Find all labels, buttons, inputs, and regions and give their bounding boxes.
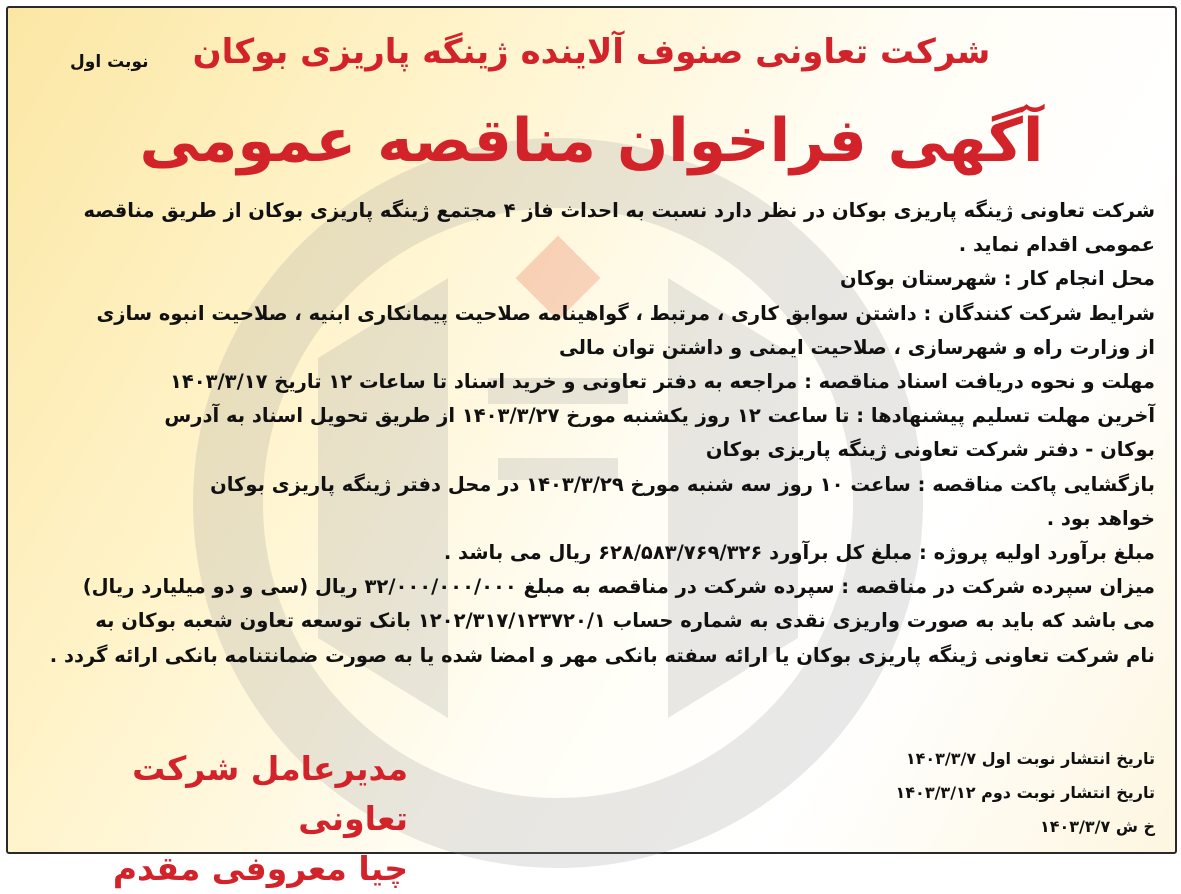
- body-line: مبلغ برآورد اولیه پروژه : مبلغ کل برآورد ۶۲۸/۵۸۳/۷۶۹/۳۲۶ ریال می باشد .: [443, 541, 1155, 565]
- notice-body: [25, 194, 1155, 673]
- body-line: محل انجام کار : شهرستان بوکان: [840, 267, 1155, 291]
- body-line: می باشد که باید به صورت واریزی نقدی به شماره حساب ۱۲۰۲/۳۱۷/۱۲۳۷۲۰/۱ بانک توسعه تعاون شعبه بوکان به: [95, 609, 1155, 633]
- organization-title: شرکت تعاونی صنوف آلاینده ژینگه پاریزی بوکان: [192, 32, 991, 72]
- body-line: از وزارت راه و شهرسازی ، صلاحیت ایمنی و داشتن توان مالی: [558, 335, 1155, 359]
- notice-title: آگهی فراخوان مناقصه عمومی: [139, 106, 1044, 176]
- body-line: خواهد بود .: [1046, 506, 1155, 530]
- publication-code: خ ش ۱۴۰۳/۳/۷: [1039, 817, 1155, 836]
- body-line: نام شرکت تعاونی ژینگه پاریزی بوکان یا ارائه سفته بانکی مهر و امضا شده یا به صورت ضمانتنامه بانکی ارائه گردد .: [49, 643, 1155, 667]
- first-publication-date: تاریخ انتشار نوبت اول ۱۴۰۳/۳/۷: [905, 749, 1155, 768]
- body-line: آخرین مهلت تسلیم پیشنهادها : تا ساعت ۱۲ روز یکشنبه مورخ ۱۴۰۳/۳/۲۷ از طریق تحویل اسناد به آدرس: [164, 404, 1155, 428]
- body-line: مهلت و نحوه دریافت اسناد مناقصه : مراجعه به دفتر تعاونی و خرید اسناد تا ساعات ۱۲ تاریخ ۱۴۰۳/۳/۱۷: [169, 370, 1155, 394]
- body-line: شرکت تعاونی ژینگه پاریزی بوکان در نظر دارد نسبت به احداث فاز ۴ مجتمع ژینگه پاریزی بوکان از طریق مناقصه: [83, 199, 1155, 222]
- body-line: بوکان - دفتر شرکت تعاونی ژینگه پاریزی بوکان: [705, 438, 1155, 462]
- body-line: شرایط شرکت کنندگان : داشتن سوابق کاری ، مرتبط ، گواهینامه صلاحیت پیمانکاری ابنیه ، صلاحیت انبوه سازی: [96, 301, 1155, 325]
- publication-dates: [735, 742, 1155, 844]
- tender-notice: [6, 6, 1177, 888]
- signature-block: [38, 744, 408, 894]
- second-publication-date: تاریخ انتشار نوبت دوم ۱۴۰۳/۳/۱۲: [895, 783, 1155, 802]
- body-line: بازگشایی پاکت مناقصه : ساعت ۱۰ روز سه شنبه مورخ ۱۴۰۳/۳/۲۹ در محل دفتر ژینگه پاریزی بوکان: [210, 472, 1155, 496]
- body-line: میزان سپرده شرکت در مناقصه : سپرده شرکت در مناقصه به مبلغ ۳۲/۰۰۰/۰۰۰/۰۰۰ ریال (سی و دو میلیارد ریال): [82, 575, 1155, 599]
- body-line: عمومی اقدام نماید .: [958, 233, 1155, 257]
- round-label: نوبت اول: [70, 52, 149, 72]
- signature-name: چیا معروفی مقدم: [112, 849, 408, 888]
- signature-title: مدیرعامل شرکت تعاونی: [132, 749, 408, 838]
